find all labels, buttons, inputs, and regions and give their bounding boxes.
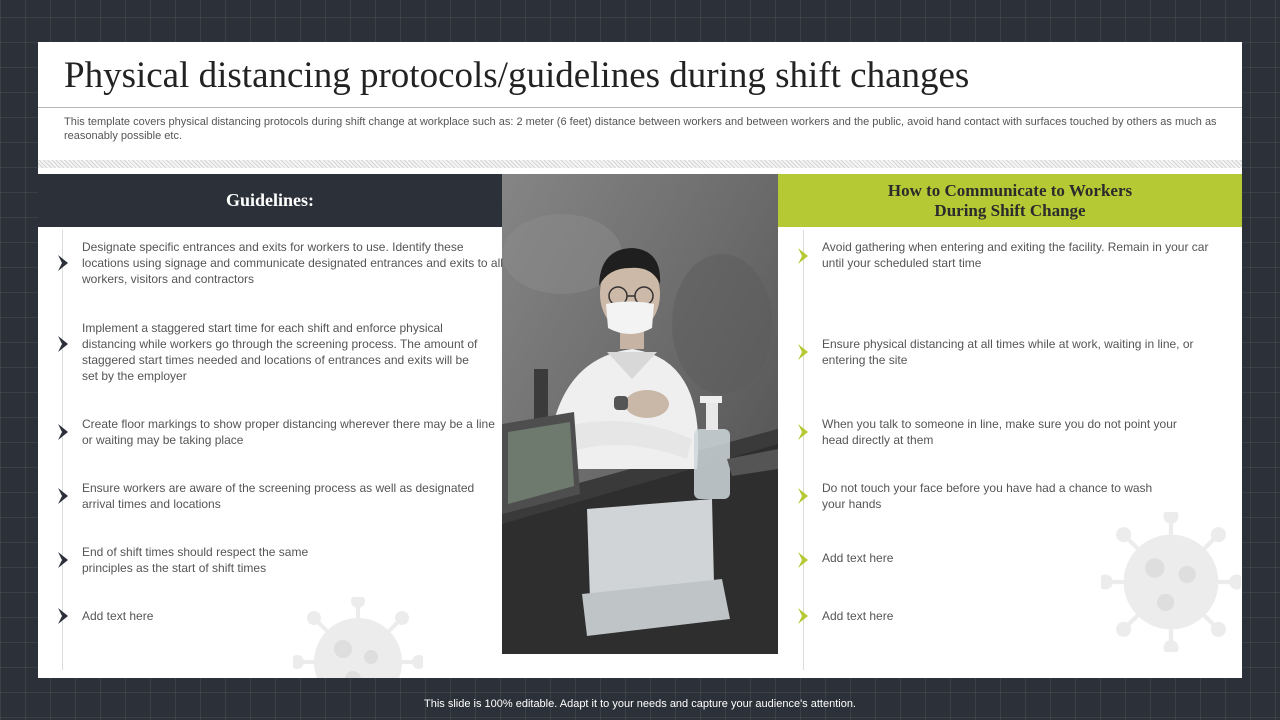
chevron-diamond-icon (796, 550, 810, 570)
guideline-item: End of shift times should respect the same principles as the start of shift times (82, 545, 309, 575)
slide (38, 42, 1242, 678)
chevron-diamond-icon (56, 334, 70, 354)
communicate-header (778, 174, 1242, 227)
chevron-diamond-icon (796, 606, 810, 626)
communicate-item: Add text here (822, 551, 894, 565)
description-text: This template covers physical distancing protocols during shift change at workplace such as: 2 meter (6 feet) distance between workers and between workers and the public, avoid hand contact with surfaces touched by others as much as reasonably possible etc. (64, 116, 1217, 142)
virus-icon (1101, 512, 1241, 652)
communicate-item: Do not touch your face before you have had a chance to wash your hands (822, 481, 1153, 511)
chevron-diamond-icon (796, 486, 810, 506)
title-divider (38, 107, 1242, 108)
guideline-item: Create floor markings to show proper distancing wherever there may be a line or waiting may be taking place (82, 417, 495, 447)
chevron-diamond-icon (796, 422, 810, 442)
communicate-timeline (803, 230, 804, 670)
guidelines-timeline (62, 230, 63, 670)
guideline-item: Ensure workers are aware of the screening process as well as designated arrival times and locations (82, 481, 475, 511)
chevron-diamond-icon (56, 606, 70, 626)
communicate-header-line1: How to Communicate to Workers (887, 180, 1133, 200)
communicate-item: Avoid gathering when entering and exiting the facility. Remain in your car until your scheduled start time (822, 240, 1209, 270)
chevron-diamond-icon (56, 422, 70, 442)
guideline-item: Implement a staggered start time for each shift and enforce physical distancing while workers go through the screening process. The amount of staggered start times needed and locations of entrances and exits will be set by the employer (82, 321, 478, 383)
chevron-diamond-icon (56, 253, 70, 273)
hatched-divider (38, 160, 1242, 168)
office-photo (502, 174, 778, 654)
guideline-item: Designate specific entrances and exits for workers to use. Identify these locations using signage and communicate designated entrances and exits to all workers, visitors and contractors (82, 240, 503, 286)
chevron-diamond-icon (796, 246, 810, 266)
guidelines-header: Guidelines: (38, 174, 502, 227)
footer-note: This slide is 100% editable. Adapt it to your needs and capture your audience's attention. (424, 698, 856, 710)
communicate-item: Ensure physical distancing at all times while at work, waiting in line, or entering the site (822, 337, 1194, 367)
chevron-diamond-icon (56, 550, 70, 570)
communicate-header-line2: During Shift Change (934, 200, 1086, 220)
chevron-diamond-icon (796, 342, 810, 362)
page-title: Physical distancing protocols/guidelines during shift changes (64, 55, 970, 96)
guideline-item: Add text here (82, 609, 154, 623)
communicate-item: When you talk to someone in line, make sure you do not point your head directly at them (822, 417, 1177, 447)
chevron-diamond-icon (56, 486, 70, 506)
communicate-item: Add text here (822, 609, 894, 623)
